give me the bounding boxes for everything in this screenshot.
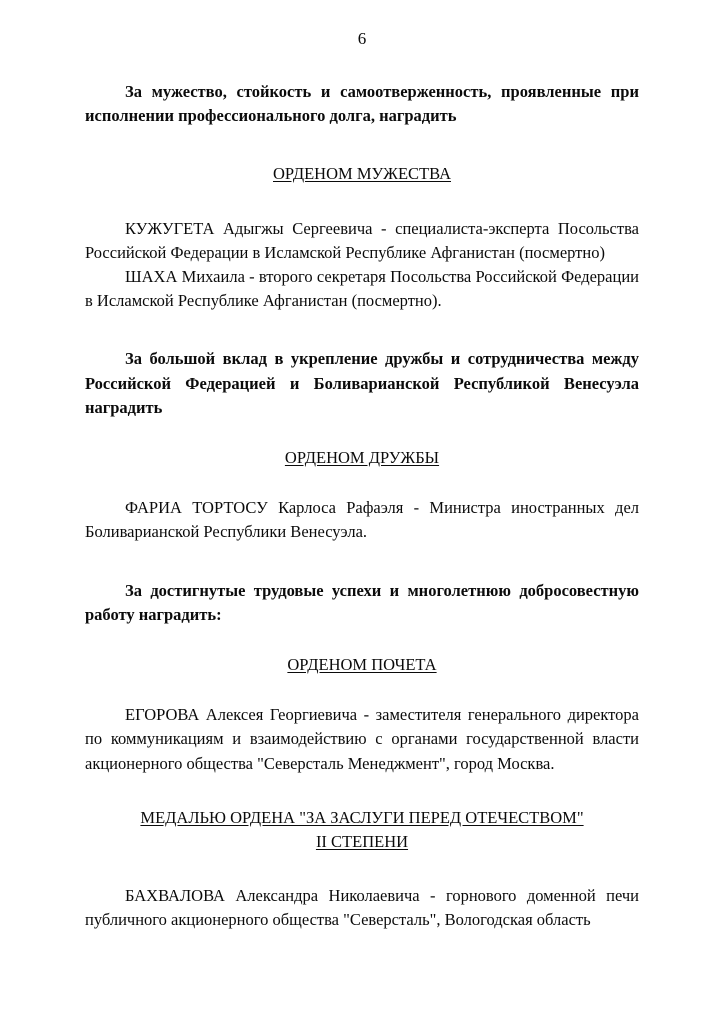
- heading-order-of-courage: [85, 162, 639, 186]
- heading-medal-merit-line2-text: II СТЕПЕНИ: [315, 832, 409, 852]
- heading-order-of-honour-text: ОРДЕНОМ ПОЧЕТА: [287, 655, 437, 675]
- paragraph-intro-courage: За мужество, стойкость и самоотверженность, проявленные при исполнении профессионального долга, наградить: [85, 82, 639, 126]
- paragraph-intro-friendship: За большой вклад в укрепление дружбы и сотрудничества между Российской Федерацией и Боливарианской Республикой Венесуэла наградить: [85, 349, 639, 417]
- heading-medal-merit-line1: [85, 806, 639, 830]
- paragraph-recipient-kuzhuget: КУЖУГЕТА Адыгжы Сергеевича - специалиста-эксперта Посольства Российской Федерации в Исламской Республике Афганистан (посмертно): [85, 218, 639, 262]
- heading-medal-merit-line1-text: МЕДАЛЬЮ ОРДЕНА "ЗА ЗАСЛУГИ ПЕРЕД ОТЕЧЕСТВОМ": [140, 807, 584, 827]
- heading-medal-merit-line2: [85, 830, 639, 854]
- paragraph-recipient-faria-tortosa: ФАРИА ТОРТОСУ Карлоса Рафаэля - Министра иностранных дел Боливарианской Республики Венесуэла.: [85, 498, 639, 542]
- paragraph-recipient-shakh: ШАХА Михаила - второго секретаря Посольства Российской Федерации в Исламской Республике Афганистан (посмертно).: [85, 267, 639, 311]
- paragraph-recipient-egorov: ЕГОРОВА Алексея Георгиевича - заместителя генерального директора по коммуникациям и взаимодействию с органами государственной власти акционерного общества "Северсталь Менеджмент", город Москва.: [85, 705, 639, 773]
- page-number: 6: [357, 29, 367, 48]
- paragraph-recipient-bakhvalov: БАХВАЛОВА Александра Николаевича - горнового доменной печи публичного акционерного общества "Северсталь", Вологодская область: [85, 886, 639, 930]
- document-body: [85, 80, 639, 933]
- heading-order-of-courage-text: ОРДЕНОМ МУЖЕСТВА: [273, 164, 451, 184]
- heading-order-of-honour: [85, 653, 639, 677]
- heading-order-of-friendship-text: ОРДЕНОМ ДРУЖБЫ: [284, 448, 440, 468]
- paragraph-intro-labour: За достигнутые трудовые успехи и многолетнюю добросовестную работу наградить:: [85, 580, 639, 624]
- heading-order-of-friendship: [85, 446, 639, 470]
